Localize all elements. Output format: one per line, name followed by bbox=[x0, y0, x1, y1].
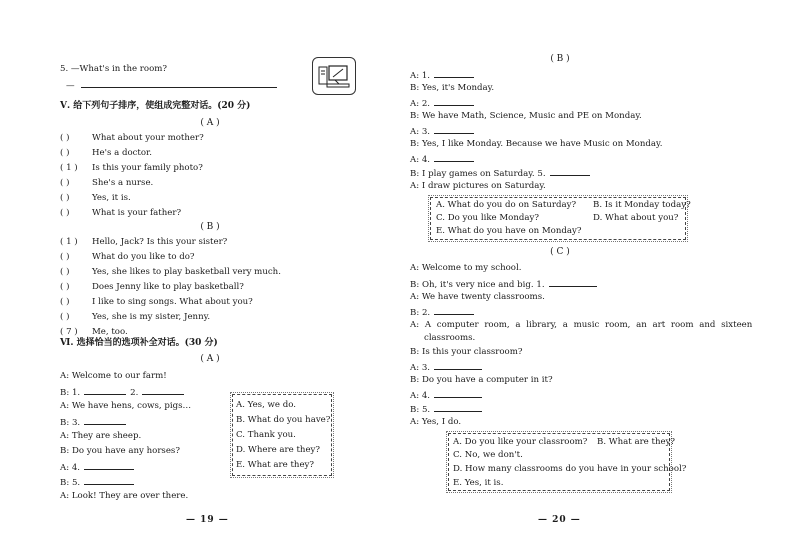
dialogue-line: B: We have Math, Science, Music and PE on Monday. bbox=[410, 111, 642, 121]
dialogue-line: B: Do you have any horses? bbox=[60, 446, 180, 456]
option: C. No, we don't. bbox=[453, 450, 523, 460]
answer-paren[interactable]: ( ) bbox=[60, 148, 70, 158]
dialogue-line: A: Look! They are over there. bbox=[60, 491, 189, 501]
dialogue-line: A: 4. bbox=[410, 389, 482, 402]
option: B. What do you have? bbox=[236, 415, 331, 425]
page-number: — 19 — bbox=[186, 515, 229, 525]
dialogue-line: B: I play games on Saturday. 5. bbox=[410, 167, 590, 180]
option: D. Where are they? bbox=[236, 445, 321, 455]
option: D. How many classrooms do you have in your school? bbox=[453, 464, 687, 474]
option: B. What are they? bbox=[597, 437, 676, 447]
sentence-text: She's a nurse. bbox=[92, 178, 154, 188]
ordering-item bbox=[60, 312, 210, 323]
section5-title: Ⅴ. 给下列句子排序，使组成完整对话。(20 分) bbox=[60, 101, 251, 111]
ordering-item bbox=[60, 178, 153, 189]
sentence-text: Is this your family photo? bbox=[92, 163, 203, 173]
dialogue-line: A: We have twenty classrooms. bbox=[410, 292, 545, 302]
s6a-label: ( A ) bbox=[200, 354, 220, 364]
c-options-box bbox=[448, 433, 687, 491]
option: A. What do you do on Saturday? bbox=[436, 200, 577, 210]
answer-paren[interactable]: ( ) bbox=[60, 312, 70, 322]
option: E. What are they? bbox=[236, 460, 314, 470]
ordering-item bbox=[60, 163, 203, 174]
answer-paren[interactable]: ( 1 ) bbox=[60, 163, 78, 173]
dialogue-line: A: 2. bbox=[410, 97, 474, 110]
answer-paren[interactable]: ( 1 ) bbox=[60, 237, 78, 247]
option: E. What do you have on Monday? bbox=[436, 226, 582, 236]
b-label: ( B ) bbox=[550, 54, 570, 64]
ordering-item bbox=[60, 327, 128, 338]
ordering-item bbox=[60, 297, 253, 308]
dialogue-line: A: 1. bbox=[410, 69, 474, 82]
s5b-label: ( B ) bbox=[200, 222, 220, 232]
q5-prompt: 5. —What's in the room? bbox=[60, 64, 168, 74]
dialogue-line: A: They are sheep. bbox=[60, 431, 142, 441]
dialogue-line: B: 2. bbox=[410, 306, 474, 319]
q5-answer-line: — bbox=[66, 79, 277, 92]
option: A. Do you like your classroom? bbox=[453, 437, 588, 447]
dialogue-line: A: Yes, I do. bbox=[410, 417, 462, 427]
dialogue-line: A: 3. bbox=[410, 361, 482, 374]
option: D. What about you? bbox=[593, 213, 679, 223]
answer-paren[interactable]: ( ) bbox=[60, 208, 70, 218]
ordering-item bbox=[60, 133, 204, 144]
ordering-item bbox=[60, 193, 131, 204]
ordering-item bbox=[60, 237, 227, 248]
dialogue-line: B: Do you have a computer in it? bbox=[410, 375, 553, 385]
answer-paren[interactable]: ( ) bbox=[60, 178, 70, 188]
sentence-text: What about your mother? bbox=[92, 133, 204, 143]
sentence-text: Me, too. bbox=[92, 327, 128, 337]
section6-title: Ⅵ. 选择恰当的选项补全对话。(30 分) bbox=[60, 338, 218, 348]
sentence-text: Yes, she likes to play basketball very much. bbox=[92, 267, 281, 277]
answer-paren[interactable]: ( ) bbox=[60, 267, 70, 277]
s6a-options-box bbox=[232, 394, 332, 476]
dialogue-line: B: Yes, it's Monday. bbox=[410, 83, 495, 93]
dialogue-line: B: 3. bbox=[60, 416, 126, 429]
option: C. Do you like Monday? bbox=[436, 213, 539, 223]
page-number: — 20 — bbox=[538, 515, 581, 525]
dialogue-line: A: A computer room, a library, a music room, an art room and sixteen bbox=[410, 320, 753, 330]
sentence-text: I like to sing songs. What about you? bbox=[92, 297, 253, 307]
dialogue-line: B: Is this your classroom? bbox=[410, 347, 523, 357]
sentence-text: He's a doctor. bbox=[92, 148, 152, 158]
dialogue-line: A: Welcome to our farm! bbox=[60, 371, 167, 381]
option: C. Thank you. bbox=[236, 430, 296, 440]
s5a-label: ( A ) bbox=[200, 118, 220, 128]
option: E. Yes, it is. bbox=[453, 478, 504, 488]
ordering-item bbox=[60, 282, 244, 293]
dialogue-line: A: 4. bbox=[60, 461, 134, 474]
dialogue-line: A: Welcome to my school. bbox=[410, 263, 522, 273]
answer-paren[interactable]: ( ) bbox=[60, 193, 70, 203]
option: B. Is it Monday today? bbox=[593, 200, 691, 210]
dialogue-line: A: We have hens, cows, pigs… bbox=[60, 401, 192, 411]
dialogue-line: B: 5. bbox=[60, 476, 134, 489]
dialogue-line: A: I draw pictures on Saturday. bbox=[410, 181, 546, 191]
b-options-box bbox=[430, 197, 691, 240]
dialogue-line: B: 5. bbox=[410, 403, 482, 416]
ordering-item bbox=[60, 148, 152, 159]
option: A. Yes, we do. bbox=[236, 400, 296, 410]
sentence-text: What is your father? bbox=[92, 208, 182, 218]
dialogue-line: classrooms. bbox=[424, 333, 476, 343]
dialogue-line: B: Oh, it's very nice and big. 1. bbox=[410, 278, 597, 291]
right-page bbox=[400, 0, 800, 560]
ordering-item bbox=[60, 252, 195, 263]
dialogue-line: A: 4. bbox=[410, 153, 474, 166]
ordering-item bbox=[60, 267, 281, 278]
sentence-text: Hello, Jack? Is this your sister? bbox=[92, 237, 228, 247]
ordering-item bbox=[60, 208, 181, 219]
dialogue-line: A: 3. bbox=[410, 125, 474, 138]
computer-picture bbox=[312, 57, 356, 95]
sentence-text: Yes, it is. bbox=[92, 193, 131, 203]
sentence-text: Does Jenny like to play basketball? bbox=[92, 282, 244, 292]
dialogue-line: B: Yes, I like Monday. Because we have Music on Monday. bbox=[410, 139, 663, 149]
dialogue-line: B: 1. 2. bbox=[60, 386, 184, 399]
answer-paren[interactable]: ( ) bbox=[60, 252, 70, 262]
answer-paren[interactable]: ( 7 ) bbox=[60, 327, 78, 337]
sentence-text: Yes, she is my sister, Jenny. bbox=[92, 312, 211, 322]
answer-paren[interactable]: ( ) bbox=[60, 297, 70, 307]
answer-paren[interactable]: ( ) bbox=[60, 282, 70, 292]
c-label: ( C ) bbox=[550, 247, 570, 257]
sentence-text: What do you like to do? bbox=[92, 252, 195, 262]
answer-paren[interactable]: ( ) bbox=[60, 133, 70, 143]
